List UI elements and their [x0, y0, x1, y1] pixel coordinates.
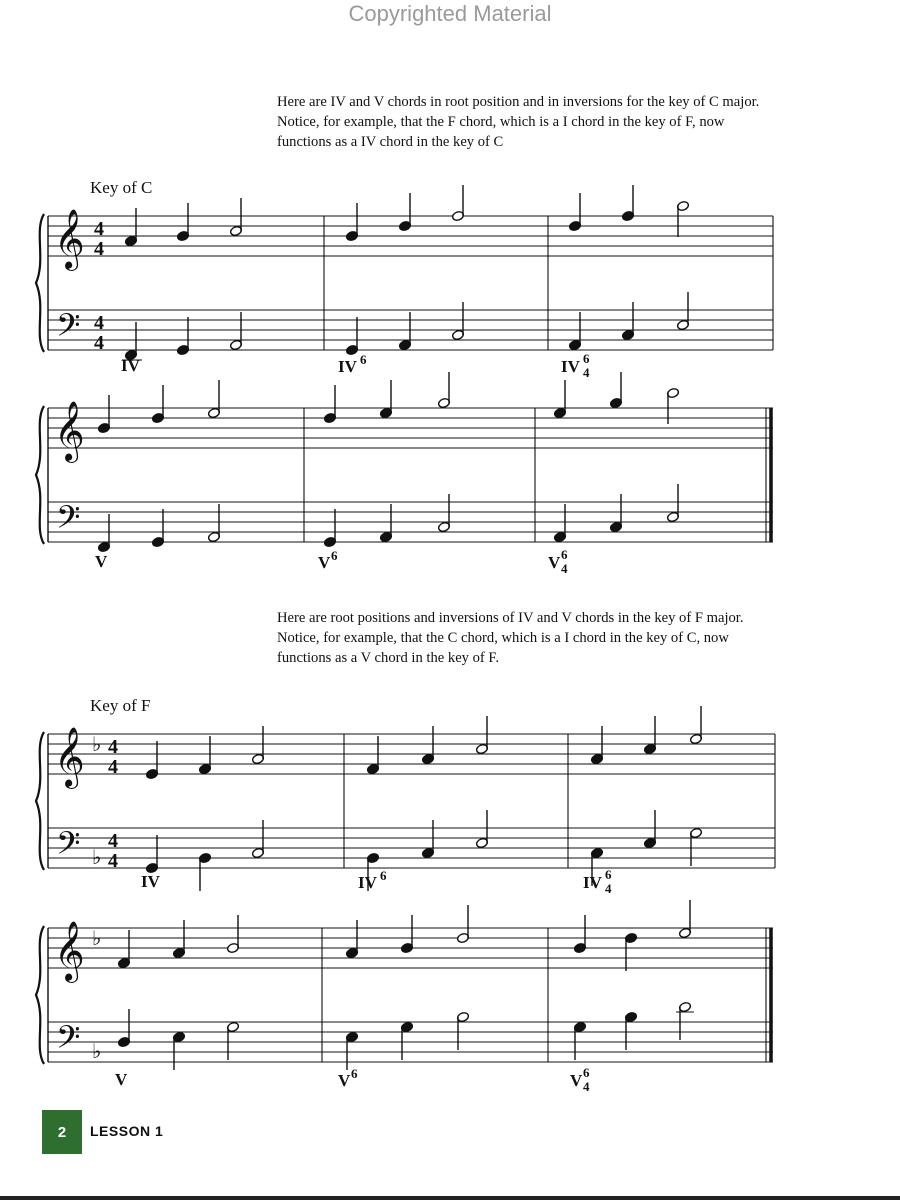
page-number-box [42, 1110, 82, 1154]
staff-system-c-iv [0, 200, 900, 390]
key-of-f-label: Key of F [90, 696, 151, 715]
time-sig-top: 4 [108, 736, 118, 758]
intro-text-key-of-f: Here are root positions and inversions of IV and V chords in the key of F major. Notice, for example, that the C chord, which is a I chord in the key of C, now functions as a V chord in the key of F. [277, 610, 744, 666]
treble-clef-icon: 𝄞 [54, 211, 85, 268]
chord-symbol-v: V [95, 552, 108, 571]
chord-symbol-v64: V [570, 1071, 583, 1090]
treble-clef-icon: 𝄞 [54, 729, 85, 786]
chord-symbol-iv64: IV [561, 357, 580, 376]
chord-symbol-iv6: IV [358, 873, 377, 892]
chord-subscript: 4 [605, 881, 612, 896]
lesson-label: LESSON 1 [90, 1123, 164, 1139]
chord-subscript: 4 [561, 561, 568, 576]
time-sig-bottom: 4 [94, 238, 104, 260]
page-number: 2 [57, 1123, 67, 1141]
grand-staff-brace [36, 732, 44, 870]
chord-subscript: 4 [583, 1079, 590, 1094]
flat-key-signature-icon: ♭ [92, 1041, 102, 1063]
chord-superscript: 6 [583, 351, 590, 366]
time-sig-bottom: 4 [108, 756, 118, 778]
chord-superscript: 6 [583, 1065, 590, 1080]
staff-system-f-iv [0, 718, 900, 908]
chord-superscript: 6 [351, 1066, 358, 1081]
chord-superscript: 6 [360, 352, 367, 367]
grand-staff-brace [36, 406, 44, 544]
treble-clef-icon: 𝄞 [54, 403, 85, 460]
time-sig-top: 4 [94, 312, 104, 334]
chord-superscript: 6 [561, 547, 568, 562]
watermark: Copyrighted Material [348, 1, 552, 26]
time-sig-bottom: 4 [108, 850, 118, 872]
chord-subscript: 4 [583, 365, 590, 380]
grand-staff-brace [36, 926, 44, 1064]
chord-symbol-v6: V [338, 1071, 351, 1090]
intro-text-key-of-c: Here are IV and V chords in root position and in inversions for the key of C major. Notice, for example, that the F chord, which is a I chord in the key of F, now functions as a IV chord in the key of C [277, 94, 760, 150]
flat-key-signature-icon: ♭ [92, 734, 102, 756]
bass-clef-icon: 𝄢 [56, 501, 81, 543]
key-of-c-label: Key of C [90, 178, 153, 197]
chord-symbol-iv6: IV [338, 357, 357, 376]
chord-symbol-v: V [115, 1070, 128, 1089]
chord-superscript: 6 [380, 868, 387, 883]
chord-symbol-v6: V [318, 553, 331, 572]
bass-clef-icon: 𝄢 [56, 1021, 81, 1063]
treble-clef-icon: 𝄞 [54, 923, 85, 980]
staff-system-c-v [0, 392, 900, 582]
staff-system-f-v [0, 912, 900, 1102]
chord-symbol-v64: V [548, 553, 561, 572]
chord-superscript: 6 [331, 548, 338, 563]
flat-key-signature-icon: ♭ [92, 847, 102, 869]
time-sig-top: 4 [94, 218, 104, 240]
chord-symbol-iv64: IV [583, 873, 602, 892]
bass-clef-icon: 𝄢 [56, 309, 81, 351]
chord-superscript: 6 [605, 867, 612, 882]
flat-key-signature-icon: ♭ [92, 928, 102, 950]
chord-symbol-iv: IV [121, 356, 140, 375]
chord-symbol-iv: IV [141, 872, 160, 891]
grand-staff-brace [36, 214, 44, 352]
page-bottom-rule [0, 1196, 900, 1200]
bass-clef-icon: 𝄢 [56, 827, 81, 869]
time-sig-top: 4 [108, 830, 118, 852]
time-sig-bottom: 4 [94, 332, 104, 354]
